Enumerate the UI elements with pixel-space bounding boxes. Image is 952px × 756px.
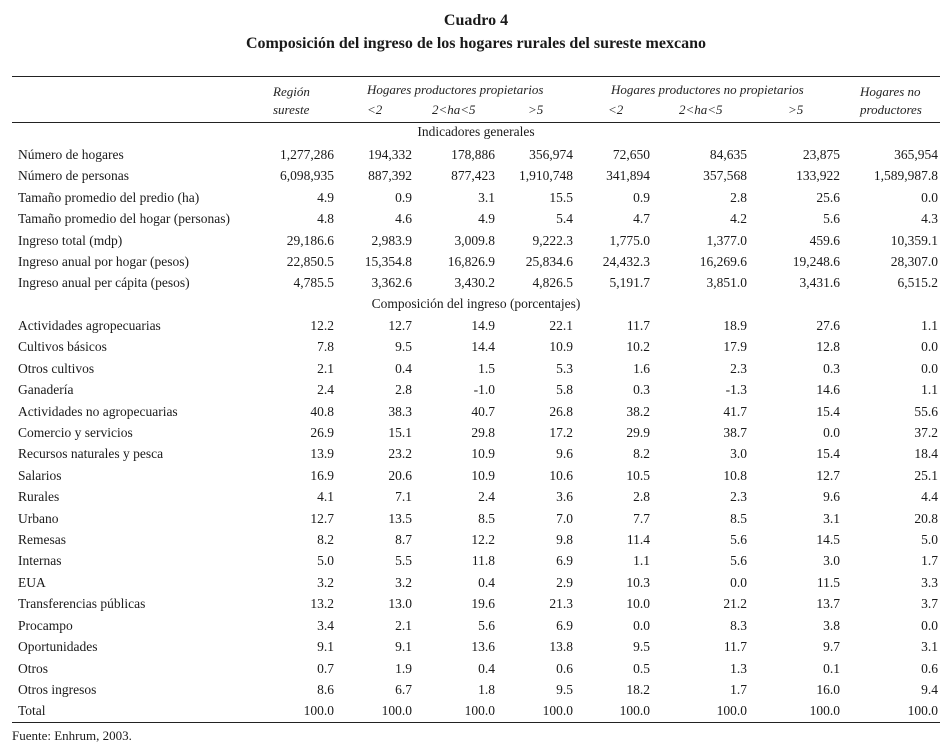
- header-owners-lt2: <2: [367, 102, 383, 117]
- cell-value: 2.4: [317, 382, 334, 398]
- cell-value: 5.0: [921, 532, 938, 548]
- cell-value: 8.7: [395, 532, 412, 548]
- cell-value: 15.1: [388, 425, 412, 441]
- cell-value: 2.1: [317, 360, 334, 376]
- cell-value: 178,886: [451, 147, 495, 162]
- cell-value: 8.2: [317, 532, 334, 548]
- cell-value: 10.2: [626, 339, 650, 355]
- cell-value: 13.7: [816, 596, 840, 612]
- cell-value: 16,269.6: [699, 254, 747, 270]
- cell-value: -1.3: [725, 382, 747, 398]
- row-label: Actividades agropecuarias: [18, 318, 161, 333]
- cell-value: 22,850.5: [286, 254, 334, 270]
- header-nonproducers-line1: Hogares no: [860, 84, 921, 99]
- cell-value: 5.6: [823, 211, 840, 227]
- cell-value: -1.0: [473, 382, 495, 398]
- cell-value: 16.0: [816, 681, 840, 697]
- header-nonowners-gt5: >5: [788, 102, 804, 117]
- top-rule: [12, 76, 940, 77]
- row-label: Urbano: [18, 510, 59, 526]
- cell-value: 17.2: [549, 425, 573, 441]
- cell-value: 10.0: [626, 596, 650, 612]
- cell-value: 11.5: [816, 574, 840, 590]
- general-indicators-table: [12, 144, 938, 294]
- row-label: Ganadería: [18, 382, 74, 398]
- cell-value: 3.1: [478, 189, 495, 205]
- cell-value: 29.8: [471, 425, 495, 441]
- table-row: [12, 401, 938, 422]
- cell-value: 16,826.9: [447, 254, 495, 270]
- cell-value: 25,834.6: [525, 254, 573, 270]
- cell-value: 26.8: [549, 403, 573, 419]
- table-row: [12, 230, 938, 251]
- cell-value: 4,826.5: [532, 275, 573, 291]
- row-label: Otros cultivos: [18, 360, 95, 376]
- cell-value: 19,248.6: [792, 254, 840, 270]
- cell-value: 6.7: [395, 681, 412, 697]
- row-label: Cultivos básicos: [18, 339, 107, 355]
- cell-value: 14.5: [816, 532, 840, 548]
- header-owners-2to5: 2<ha<5: [432, 102, 476, 117]
- cell-value: 25.6: [816, 189, 840, 205]
- cell-value: 3.3: [921, 574, 938, 590]
- row-label: Ingreso total (mdp): [18, 232, 123, 248]
- income-composition-table: [12, 315, 938, 722]
- cell-value: 11.4: [626, 532, 650, 548]
- cell-value: 9,222.3: [532, 232, 573, 248]
- table-row: [12, 187, 938, 208]
- cell-value: 9.5: [633, 639, 650, 655]
- cell-value: 1.6: [633, 360, 650, 376]
- cell-value: 5.6: [478, 617, 495, 633]
- cell-value: 84,635: [709, 147, 747, 162]
- cell-value: 3.1: [921, 639, 938, 655]
- cell-value: 12.8: [816, 339, 840, 355]
- table-title: Composición del ingreso de los hogares rurales del sureste mexcano: [246, 35, 706, 52]
- cell-value: 13.5: [388, 510, 412, 526]
- cell-value: 3.8: [823, 617, 840, 633]
- cell-value: 12.7: [816, 467, 840, 483]
- cell-value: 0.6: [556, 660, 573, 676]
- cell-value: 3.1: [823, 510, 840, 526]
- cell-value: 14.4: [471, 339, 495, 355]
- table-row: [12, 165, 938, 186]
- cell-value: 20.8: [914, 510, 938, 526]
- cell-value: 9.8: [556, 532, 573, 548]
- cell-value: 2.9: [556, 574, 573, 590]
- cell-value: 0.3: [633, 382, 650, 398]
- cell-value: 7.1: [395, 489, 412, 505]
- cell-value: 5.6: [730, 553, 747, 569]
- cell-value: 1.1: [633, 553, 650, 569]
- cell-value: 18.9: [723, 318, 747, 333]
- cell-value: 15,354.8: [364, 254, 412, 270]
- header-nonproducers-line2: productores: [860, 102, 922, 117]
- table-row: [12, 593, 938, 614]
- table-row: [12, 529, 938, 550]
- table-row: [12, 636, 938, 657]
- row-label: Oportunidades: [18, 639, 98, 655]
- table-row: [12, 658, 938, 679]
- cell-value: 0.0: [823, 425, 840, 441]
- cell-value: 3.2: [317, 574, 334, 590]
- cell-value: 1.1: [921, 318, 938, 333]
- cell-value: 3,362.6: [371, 275, 412, 291]
- row-label: Salarios: [18, 467, 62, 483]
- cell-value: 3,009.8: [454, 232, 495, 248]
- cell-value: 19.6: [471, 596, 495, 612]
- cell-value: 10.9: [471, 446, 495, 462]
- cell-value: 6,515.2: [897, 275, 938, 291]
- cell-value: 3.0: [730, 446, 747, 462]
- cell-value: 2,983.9: [371, 232, 412, 248]
- cell-value: 0.4: [395, 360, 412, 376]
- cell-value: 365,954: [894, 147, 938, 162]
- cell-value: 194,332: [368, 147, 412, 162]
- cell-value: 100.0: [381, 703, 412, 719]
- cell-value: 9.6: [556, 446, 573, 462]
- cell-value: 37.2: [914, 425, 938, 441]
- cell-value: 3.7: [921, 596, 938, 612]
- cell-value: 40.8: [310, 403, 334, 419]
- table-row: [12, 144, 938, 165]
- row-label: Remesas: [18, 532, 66, 548]
- cell-value: 1.5: [478, 360, 495, 376]
- section-general-indicators: Indicadores generales: [417, 124, 535, 139]
- cell-value: 100.0: [907, 703, 938, 719]
- cell-value: 4.2: [730, 211, 747, 227]
- cell-value: 23,875: [802, 147, 840, 162]
- cell-value: 11.7: [723, 639, 747, 655]
- cell-value: 11.7: [626, 318, 650, 333]
- cell-value: 1,589,987.8: [873, 168, 938, 184]
- row-label: Ingreso anual per cápita (pesos): [18, 275, 190, 291]
- cell-value: 9.5: [395, 339, 412, 355]
- table-row: [12, 358, 938, 379]
- cell-value: 9.1: [395, 639, 412, 655]
- cell-value: 27.6: [816, 318, 840, 333]
- cell-value: 8.3: [730, 617, 747, 633]
- table-row: [12, 615, 938, 636]
- cell-value: 6,098,935: [280, 168, 334, 184]
- cell-value: 21.3: [549, 596, 573, 612]
- cell-value: 0.0: [921, 339, 938, 355]
- cell-value: 7.7: [633, 510, 650, 526]
- cell-value: 9.6: [823, 489, 840, 505]
- table-row: [12, 272, 938, 293]
- row-label: Internas: [18, 553, 62, 569]
- cell-value: 1,377.0: [706, 232, 747, 248]
- cell-value: 3,851.0: [706, 275, 747, 291]
- cell-value: 2.8: [730, 189, 747, 205]
- cell-value: 5.6: [730, 532, 747, 548]
- cell-value: 8.2: [633, 446, 650, 462]
- cell-value: 40.7: [471, 403, 495, 419]
- cell-value: 0.0: [633, 617, 650, 633]
- table-number: Cuadro 4: [443, 12, 509, 29]
- cell-value: 25.1: [914, 467, 938, 483]
- cell-value: 9.5: [556, 681, 573, 697]
- cell-value: 20.6: [388, 467, 412, 483]
- cell-value: 341,894: [606, 168, 650, 184]
- table-row: [12, 208, 938, 229]
- cell-value: 10,359.1: [890, 232, 938, 248]
- cell-value: 1.9: [395, 660, 412, 676]
- table-row: [12, 679, 938, 700]
- cell-value: 4.9: [478, 211, 495, 227]
- row-label: Rurales: [18, 489, 60, 505]
- header-nonowners-2to5: 2<ha<5: [679, 102, 723, 117]
- cell-value: 5.3: [556, 360, 573, 376]
- row-label: Total: [18, 703, 46, 719]
- cell-value: 4,785.5: [293, 275, 334, 291]
- cell-value: 13.2: [310, 596, 334, 612]
- row-label: Recursos naturales y pesca: [18, 446, 164, 462]
- cell-value: 100.0: [542, 703, 573, 719]
- cell-value: 4.9: [317, 189, 334, 205]
- cell-value: 22.1: [549, 318, 573, 333]
- cell-value: 0.5: [633, 660, 650, 676]
- cell-value: 18.2: [626, 681, 650, 697]
- cell-value: 7.0: [556, 510, 573, 526]
- cell-value: 6.9: [556, 617, 573, 633]
- table-row: [12, 550, 938, 571]
- cell-value: 1.3: [730, 660, 747, 676]
- cell-value: 2.8: [395, 382, 412, 398]
- cell-value: 5,191.7: [609, 275, 650, 291]
- table-row: [12, 422, 938, 443]
- cell-value: 6.9: [556, 553, 573, 569]
- cell-value: 133,922: [796, 168, 840, 184]
- cell-value: 0.9: [633, 189, 650, 205]
- cell-value: 9.7: [823, 639, 840, 655]
- table-row: [12, 700, 938, 721]
- cell-value: 8.5: [478, 510, 495, 526]
- cell-value: 877,423: [451, 168, 495, 184]
- cell-value: 0.4: [478, 574, 495, 590]
- cell-value: 4.1: [317, 489, 334, 505]
- cell-value: 3.0: [823, 553, 840, 569]
- row-label: Ingreso anual por hogar (pesos): [18, 254, 189, 270]
- cell-value: 100.0: [809, 703, 840, 719]
- cell-value: 2.4: [478, 489, 495, 505]
- header-region-line2: sureste: [273, 102, 310, 117]
- cell-value: 8.6: [317, 681, 334, 697]
- row-label: Número de personas: [18, 168, 129, 184]
- cell-value: 10.3: [626, 574, 650, 590]
- row-label: Actividades no agropecuarias: [18, 403, 178, 419]
- cell-value: 8.5: [730, 510, 747, 526]
- cell-value: 23.2: [388, 446, 412, 462]
- cell-value: 72,650: [612, 147, 650, 162]
- header-owners-group: Hogares productores propietarios: [367, 82, 544, 97]
- cell-value: 0.1: [823, 660, 840, 676]
- cell-value: 2.1: [395, 617, 412, 633]
- cell-value: 21.2: [723, 596, 747, 612]
- cell-value: 16.9: [310, 467, 334, 483]
- cell-value: 1,775.0: [609, 232, 650, 248]
- table-row: [12, 486, 938, 507]
- cell-value: 15.5: [549, 189, 573, 205]
- cell-value: 100.0: [716, 703, 747, 719]
- cell-value: 356,974: [529, 147, 573, 162]
- cell-value: 4.8: [317, 211, 334, 227]
- cell-value: 12.7: [388, 318, 412, 333]
- cell-value: 18.4: [914, 446, 938, 462]
- cell-value: 15.4: [816, 403, 840, 419]
- cell-value: 0.9: [395, 189, 412, 205]
- cell-value: 5.8: [556, 382, 573, 398]
- cell-value: 2.3: [730, 360, 747, 376]
- table-row: [12, 379, 938, 400]
- cell-value: 26.9: [310, 425, 334, 441]
- table-row: [12, 572, 938, 593]
- cell-value: 100.0: [303, 703, 334, 719]
- cell-value: 12.2: [471, 532, 495, 548]
- cell-value: 4.6: [395, 211, 412, 227]
- cell-value: 3.6: [556, 489, 573, 505]
- cell-value: 41.7: [723, 403, 747, 419]
- cell-value: 1.1: [921, 382, 938, 398]
- table-row: [12, 443, 938, 464]
- cell-value: 357,568: [703, 168, 747, 184]
- cell-value: 13.0: [388, 596, 412, 612]
- table-row: [12, 465, 938, 486]
- row-label: EUA: [18, 574, 46, 590]
- cell-value: 38.3: [388, 403, 412, 419]
- cell-value: 1,910,748: [519, 168, 573, 184]
- cell-value: 29.9: [626, 425, 650, 441]
- table-row: [12, 315, 938, 336]
- cell-value: 5.4: [556, 211, 573, 227]
- cell-value: 38.2: [626, 403, 650, 419]
- cell-value: 2.3: [730, 489, 747, 505]
- cell-value: 13.8: [549, 639, 573, 655]
- cell-value: 10.6: [549, 467, 573, 483]
- cell-value: 4.3: [921, 211, 938, 227]
- cell-value: 7.8: [317, 339, 334, 355]
- cell-value: 0.0: [921, 360, 938, 376]
- cell-value: 12.2: [310, 318, 334, 333]
- row-label: Tamaño promedio del predio (ha): [18, 189, 200, 205]
- header-owners-gt5: >5: [528, 102, 544, 117]
- cell-value: 0.0: [921, 617, 938, 633]
- header-nonowners-lt2: <2: [608, 102, 624, 117]
- cell-value: 459.6: [809, 232, 840, 248]
- row-label: Transferencias públicas: [18, 596, 146, 612]
- table-row: [12, 251, 938, 272]
- cell-value: 5.5: [395, 553, 412, 569]
- cell-value: 0.0: [921, 189, 938, 205]
- cell-value: 5.0: [317, 553, 334, 569]
- cell-value: 3,430.2: [454, 275, 495, 291]
- cell-value: 100.0: [464, 703, 495, 719]
- cell-value: 0.7: [317, 660, 334, 676]
- bottom-rule: [12, 722, 940, 723]
- cell-value: 3.2: [395, 574, 412, 590]
- section-income-composition: Composición del ingreso (porcentajes): [371, 296, 581, 311]
- row-label: Comercio y servicios: [18, 425, 133, 441]
- cell-value: 14.9: [471, 318, 495, 333]
- row-label: Tamaño promedio del hogar (personas): [18, 211, 230, 227]
- cell-value: 4.4: [921, 489, 938, 505]
- cell-value: 1.7: [730, 681, 747, 697]
- row-label: Otros ingresos: [18, 681, 97, 697]
- cell-value: 15.4: [816, 446, 840, 462]
- row-label: Procampo: [18, 617, 73, 633]
- cell-value: 13.6: [471, 639, 495, 655]
- cell-value: 14.6: [816, 382, 840, 398]
- cell-value: 0.3: [823, 360, 840, 376]
- cell-value: 24,432.3: [602, 254, 650, 270]
- cell-value: 55.6: [914, 403, 938, 419]
- cell-value: 10.8: [723, 467, 747, 483]
- cell-value: 10.5: [626, 467, 650, 483]
- header-region-line1: Región: [273, 84, 310, 99]
- cell-value: 38.7: [723, 425, 747, 441]
- cell-value: 1,277,286: [280, 147, 334, 162]
- table-row: [12, 508, 938, 529]
- cell-value: 13.9: [310, 446, 334, 462]
- cell-value: 17.9: [723, 339, 747, 355]
- cell-value: 4.7: [633, 211, 650, 227]
- cell-value: 1.7: [921, 553, 938, 569]
- cell-value: 10.9: [549, 339, 573, 355]
- row-label: Número de hogares: [18, 147, 124, 162]
- cell-value: 9.1: [317, 639, 334, 655]
- cell-value: 1.8: [478, 681, 495, 697]
- cell-value: 29,186.6: [286, 232, 334, 248]
- cell-value: 10.9: [471, 467, 495, 483]
- cell-value: 0.0: [730, 574, 747, 590]
- row-label: Otros: [18, 660, 48, 676]
- cell-value: 100.0: [619, 703, 650, 719]
- cell-value: 12.7: [310, 510, 334, 526]
- source-note: Fuente: Enhrum, 2003.: [12, 728, 132, 743]
- cell-value: 0.4: [478, 660, 495, 676]
- cell-value: 9.4: [921, 681, 938, 697]
- cell-value: 2.8: [633, 489, 650, 505]
- cell-value: 28,307.0: [890, 254, 938, 270]
- cell-value: 3.4: [317, 617, 334, 633]
- header-nonowners-group: Hogares productores no propietarios: [611, 82, 804, 97]
- cell-value: 887,392: [368, 168, 412, 184]
- cell-value: 0.6: [921, 660, 938, 676]
- cell-value: 11.8: [471, 553, 495, 569]
- cell-value: 3,431.6: [799, 275, 840, 291]
- table-row: [12, 336, 938, 357]
